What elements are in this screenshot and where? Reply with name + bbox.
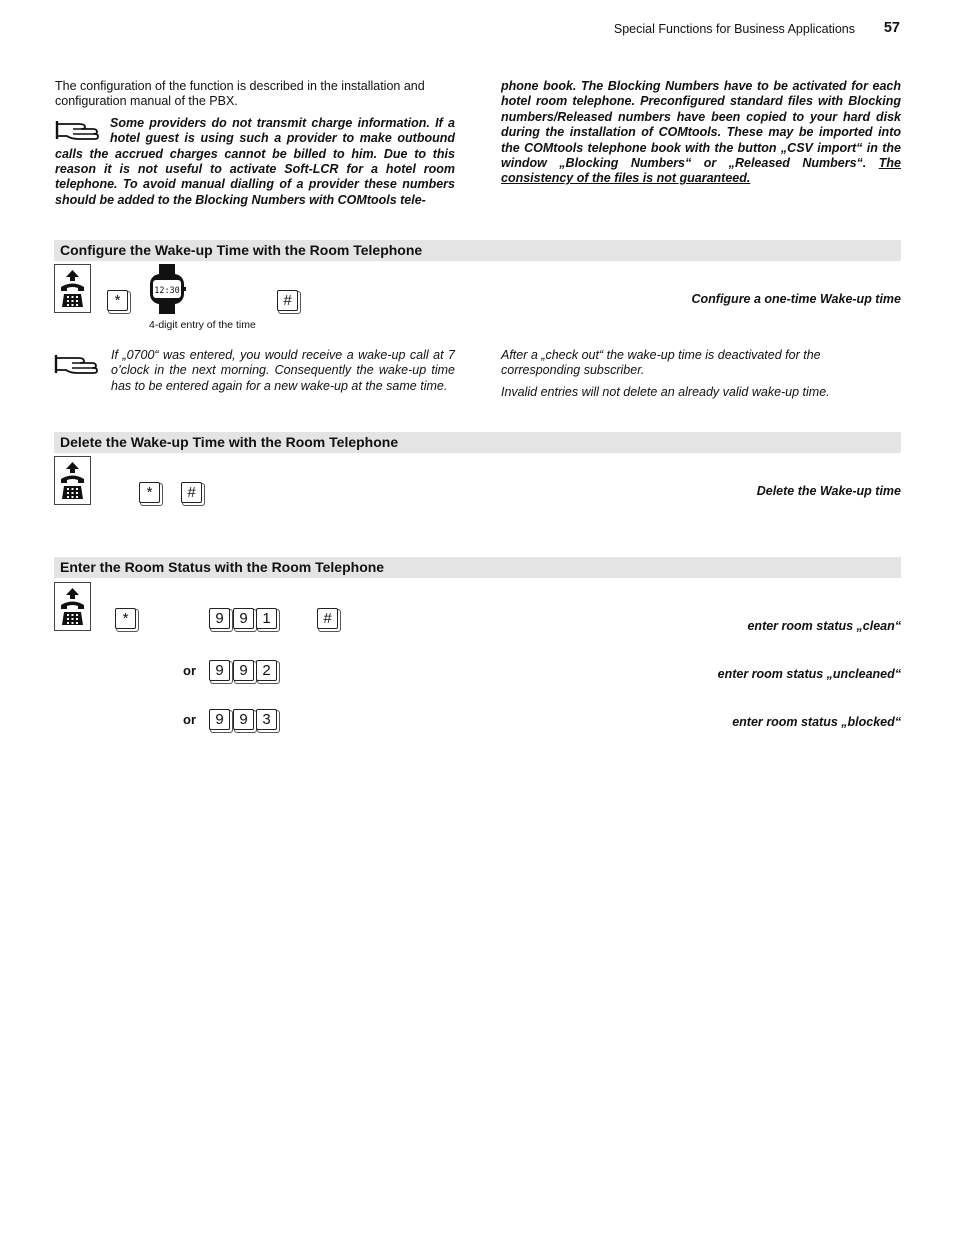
intro-warning-underlined: The consistency of the files is not guaranteed. [501,156,902,186]
section-configure-header [54,240,901,261]
hash-key: # [277,290,298,311]
handset-lift-icon [54,582,91,631]
digit-key: 9 [209,709,230,730]
running-header-title: Special Functions for Business Applications [613,22,855,36]
section-delete-title: Delete the Wake-up Time with the Room Telephone [60,434,399,450]
intro-warning-right: phone book. The Blocking Numbers have to be activated for each hotel room telephone. Preconfigured standard files with Blocking numbers/Released numbers have been copied to your hard disk during the installation of COMtools. These may be imported into the COMtools telephone book with the button „CSV import“ in the window „Blocking Numbers“ or „Released Numbers“. [501,79,901,171]
digit-key: 1 [256,608,277,629]
watch-display-text: 12:30 [154,286,180,296]
hash-key: # [181,482,202,503]
configure-note-right-1: After a „check out“ the wake-up time is deactivated for the corresponding subscriber. [501,348,821,378]
delete-action-label: Delete the Wake-up time [756,484,901,498]
star-key: * [107,290,128,311]
or-label: or [183,712,196,727]
intro-warning-left: Some providers do not transmit charge information. If a hotel guest is using such a provider to make outbound calls the accrued charges cannot be billed to him. Due to this reason it is not useful to activate Soft-LCR for a hotel room telephone. To avoid manual dialling of a provider these numbers should be added to the Blocking Numbers with COMtools tele- [55,115,455,207]
digit-key: 3 [256,709,277,730]
watch-icon [149,264,187,314]
section-status-header [54,557,901,578]
section-configure-title: Configure the Wake-up Time with the Room Telephone [60,242,423,258]
handset-lift-icon [54,456,91,505]
status-blocked-label: enter room status „blocked“ [732,715,901,729]
configure-action-label: Configure a one-time Wake-up time [691,292,901,306]
configure-note-left: If „0700“ was entered, you would receive a wake-up call at 7 o’clock in the next morning. Consequently the wake-up time has to be entered again for a new wake-up at the same time. [111,348,455,393]
star-key: * [115,608,136,629]
note-hand-icon [54,350,100,381]
digit-key: 9 [209,608,230,629]
configure-note-right-2: Invalid entries will not delete an already valid wake-up time. [501,384,830,399]
intro-plain-text: The configuration of the function is described in the installation and configuration manual of the PBX. [55,79,425,109]
digit-key: 9 [233,660,254,681]
configure-note-right [501,348,901,400]
hash-key: # [317,608,338,629]
status-clean-label: enter room status „clean“ [747,619,901,633]
star-key: * [139,482,160,503]
section-delete-header [54,432,901,453]
handset-lift-icon [54,264,91,313]
status-uncleaned-label: enter room status „uncleaned“ [717,667,901,681]
pointing-hand-icon [55,116,105,144]
intro-left-column [55,79,455,208]
digit-key: 9 [209,660,230,681]
or-label: or [183,663,196,678]
digit-key: 9 [233,709,254,730]
digit-key: 2 [256,660,277,681]
page-number: 57 [883,20,900,36]
intro-right-column [501,79,901,187]
section-status-title: Enter the Room Status with the Room Telephone [60,559,385,575]
digit-key: 9 [233,608,254,629]
time-entry-caption: 4-digit entry of the time [149,319,256,331]
